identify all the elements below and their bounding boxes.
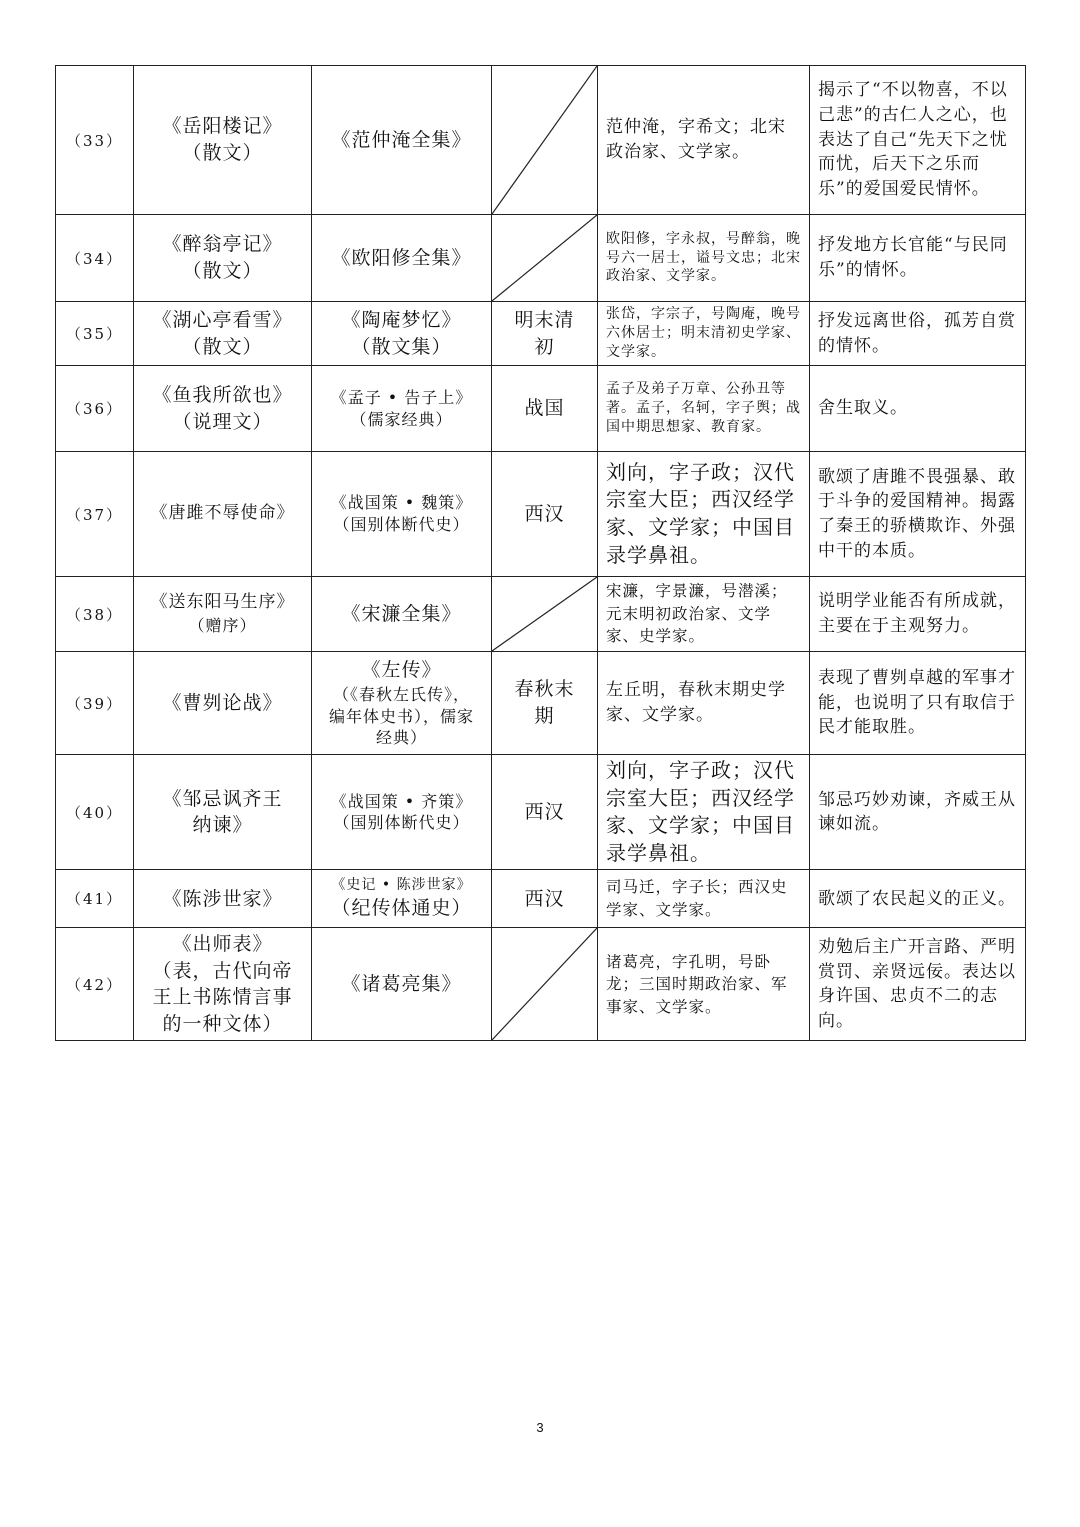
table-row	[56, 66, 1026, 215]
era-cell: 春秋末期	[492, 652, 598, 755]
table-row	[56, 870, 1026, 928]
table-row	[56, 652, 1026, 755]
work-title: 《唐雎不辱使命》	[150, 503, 295, 524]
row-number: （36）	[56, 366, 134, 452]
work-title-cell	[134, 870, 312, 928]
work-title-cell	[134, 366, 312, 452]
source-cell	[312, 928, 492, 1041]
row-number: （35）	[56, 302, 134, 366]
table-row	[56, 755, 1026, 870]
source-cell	[312, 577, 492, 652]
work-title: 《送东阳马生序》	[150, 592, 295, 613]
work-genre: （散文）	[182, 335, 263, 358]
work-title: 《湖心亭看雪》	[152, 308, 293, 331]
source-cell	[312, 452, 492, 577]
work-genre: （表，古代向帝王上书陈情言事的一种文体）	[152, 959, 293, 1035]
era-cell: 明末清初	[492, 302, 598, 366]
row-number: （40）	[56, 755, 134, 870]
author-cell: 欧阳修，字永叔，号醉翁，晚号六一居士，谥号文忠；北宋政治家、文学家。	[598, 215, 810, 302]
source-type: （儒家经典）	[350, 409, 453, 429]
author-cell: 张岱，字宗子，号陶庵，晚号六休居士；明末清初史学家、文学家。	[598, 302, 810, 366]
source-book: 《史记 • 陈涉世家》	[331, 877, 472, 894]
source-book: 《陶庵梦忆》	[341, 308, 462, 331]
author-cell: 宋濂，字景濂，号潜溪；元末明初政治家、文学家、史学家。	[598, 577, 810, 652]
row-number: （33）	[56, 66, 134, 215]
era-cell: 西汉	[492, 452, 598, 577]
work-title-cell	[134, 302, 312, 366]
work-title: 《岳阳楼记》	[162, 115, 283, 138]
work-genre: （说理文）	[172, 410, 273, 433]
theme-cell: 说明学业能否有所成就，主要在于主观努力。	[810, 577, 1026, 652]
row-number: （34）	[56, 215, 134, 302]
source-type: （国别体断代史）	[333, 515, 470, 534]
theme-cell: 抒发远离世俗，孤芳自赏的情怀。	[810, 302, 1026, 366]
page-number: 3	[536, 1420, 544, 1435]
work-title: 《出师表》	[172, 933, 273, 956]
work-title: 《曹刿论战》	[162, 691, 283, 714]
work-title: 《醉翁亭记》	[162, 233, 283, 256]
row-number: （38）	[56, 577, 134, 652]
work-genre: （赠序）	[188, 616, 257, 636]
theme-cell: 歌颂了农民起义的正义。	[810, 870, 1026, 928]
era-cell-empty	[492, 577, 598, 652]
theme-cell: 舍生取义。	[810, 366, 1026, 452]
work-title: 《陈涉世家》	[162, 887, 283, 910]
source-book: 《诸葛亮集》	[341, 973, 462, 996]
row-number: （39）	[56, 652, 134, 755]
theme-cell: 劝勉后主广开言路、严明赏罚、亲贤远佞。表达以身许国、忠贞不二的志向。	[810, 928, 1026, 1041]
work-title-cell	[134, 928, 312, 1041]
table-row	[56, 215, 1026, 302]
table-row	[56, 366, 1026, 452]
era-cell-empty	[492, 66, 598, 215]
source-cell	[312, 66, 492, 215]
table-row	[56, 577, 1026, 652]
diagonal-slash	[492, 215, 597, 301]
author-cell: 刘向，字子政；汉代宗室大臣；西汉经学家、文学家；中国目录学鼻祖。	[598, 452, 810, 577]
source-book: 《战国策 • 齐策》	[330, 791, 473, 811]
work-title-cell	[134, 755, 312, 870]
author-cell: 左丘明，春秋末期史学家、文学家。	[598, 652, 810, 755]
source-book: 《欧阳修全集》	[331, 246, 472, 269]
source-book: 《范仲淹全集》	[331, 128, 472, 151]
diagonal-slash	[492, 66, 597, 214]
source-book: 《宋濂全集》	[341, 602, 462, 625]
source-cell	[312, 302, 492, 366]
diagonal-slash	[492, 928, 597, 1040]
source-type: （《春秋左氏传》，编年体史书），儒家经典）	[328, 684, 474, 748]
era-cell-empty	[492, 928, 598, 1041]
author-cell: 司马迁，字子长；西汉史学家、文学家。	[598, 870, 810, 928]
table-row	[56, 452, 1026, 577]
source-cell	[312, 652, 492, 755]
diagonal-slash	[492, 577, 597, 651]
work-genre: （散文）	[182, 260, 263, 282]
theme-cell: 揭示了“不以物喜，不以己悲”的古仁人之心，也表达了自己“先天下之忧而忧，后天下之乐而乐”的爱国爱民情怀。	[810, 66, 1026, 215]
row-number: （37）	[56, 452, 134, 577]
source-cell	[312, 755, 492, 870]
work-title: 《邹忌讽齐王纳谏》	[162, 787, 283, 837]
theme-cell: 歌颂了唐雎不畏强暴、敢于斗争的爱国精神。揭露了秦王的骄横欺诈、外强中干的本质。	[810, 452, 1026, 577]
work-title-cell	[134, 577, 312, 652]
source-cell	[312, 870, 492, 928]
row-number: （41）	[56, 870, 134, 928]
source-book: 《左传》	[361, 659, 442, 682]
author-cell: 孟子及弟子万章、公孙丑等著。孟子，名轲，字子舆；战国中期思想家、教育家。	[598, 366, 810, 452]
work-title-cell	[134, 652, 312, 755]
era-cell: 西汉	[492, 755, 598, 870]
work-title-cell	[134, 215, 312, 302]
source-book: 《战国策 • 魏策》	[330, 493, 473, 513]
source-type: （散文集）	[351, 335, 452, 358]
author-cell: 刘向，字子政；汉代宗室大臣；西汉经学家、文学家；中国目录学鼻祖。	[598, 755, 810, 870]
theme-cell: 表现了曹刿卓越的军事才能，也说明了只有取信于民才能取胜。	[810, 652, 1026, 755]
author-cell: 范仲淹，字希文；北宋政治家、文学家。	[598, 66, 810, 215]
era-cell: 战国	[492, 366, 598, 452]
theme-cell: 抒发地方长官能“与民同乐”的情怀。	[810, 215, 1026, 302]
source-type: （纪传体通史）	[331, 897, 472, 920]
work-title-cell	[134, 66, 312, 215]
source-book: 《孟子 • 告子上》	[330, 387, 473, 407]
theme-cell: 邹忌巧妙劝谏，齐威王从谏如流。	[810, 755, 1026, 870]
row-number: （42）	[56, 928, 134, 1041]
source-type: （国别体断代史）	[333, 813, 470, 833]
literature-table	[55, 65, 1026, 1041]
author-cell: 诸葛亮，字孔明，号卧龙；三国时期政治家、军事家、文学家。	[598, 928, 810, 1041]
work-title: 《鱼我所欲也》	[152, 383, 293, 406]
work-title-cell	[134, 452, 312, 577]
source-cell	[312, 366, 492, 452]
era-cell: 西汉	[492, 870, 598, 928]
source-cell	[312, 215, 492, 302]
table-row	[56, 928, 1026, 1041]
era-cell-empty	[492, 215, 598, 302]
table-row	[56, 302, 1026, 366]
work-genre: （散文）	[182, 142, 263, 164]
